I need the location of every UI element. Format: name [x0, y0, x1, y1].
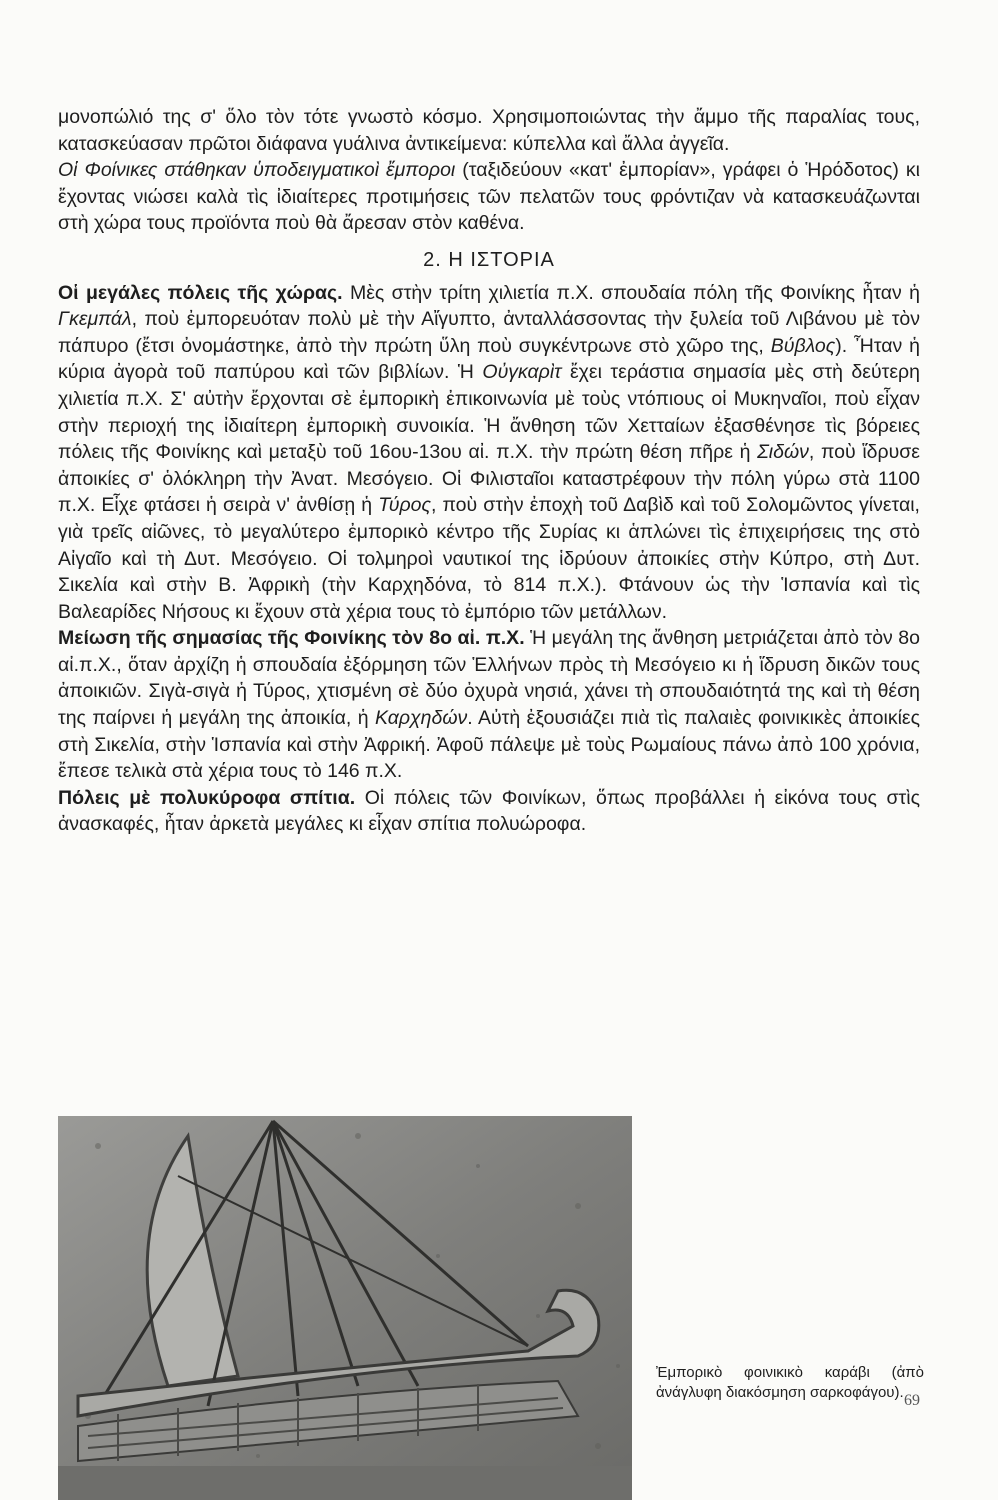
page-number: 69: [904, 1392, 920, 1409]
text-run: Μὲς στὴν τρίτη χιλιετία π.Χ. σπουδαία πόλη τῆς Φοινίκης ἦταν ἡ: [342, 281, 921, 304]
figure-caption: Ἐμπορικὸ φοινικικὸ καράβι (ἀπὸ ἀνάγλυφη διακόσμηση σαρκοφάγου).: [656, 1364, 924, 1401]
ship-relief-illustration: [58, 1116, 632, 1500]
italic-place-name: Τύρος: [378, 494, 431, 517]
italic-place-name: Βύβλος: [770, 334, 836, 357]
merchants-italic: Οἱ Φοίνικες στάθηκαν ὑποδειγματικοὶ ἔμποροι: [58, 159, 456, 182]
section-title: 2. Η ΙΣΤΟΡΙΑ: [423, 248, 555, 271]
intro-paragraph-1: μονοπώλιό της σ' ὅλο τὸν τότε γνωστὸ κόσμο. Χρησιμοποιώντας τὴν ἄμμο τῆς παραλίας τους, κατασκεύασαν πρῶτοι διάφανα γυάλινα ἀντικείμενα: κύπελλα καὶ ἄλλα ἀγγεῖα.: [58, 106, 920, 155]
intro-paragraph-2: [58, 157, 920, 237]
text-run: ἔχει τεράστια σημασία μὲς στὴ δεύτερη χιλιετία π.Χ. Σ' αὐτὴν ἔρχονται σὲ ἐμπορικὴ ἐπικοινωνία μὲ τοὺς ντόπιους οἱ Μυκηναῖοι, ποὺ εἶχαν στὴν περιοχή της ἰδιαίτερη ἐμπορικὴ συνοικία. Ἡ ἄνθηση τῶν Χετταίων ἐξασθένησε τὶς βόρειες πόλεις τῆς Φοινίκης καὶ μεταξὺ τοῦ 16ου-13ου αἰ. π.Χ. τὴν πρώτη θέση πῆρε ἡ: [58, 361, 920, 464]
paragraph-decline: [58, 625, 920, 785]
text-run: , ποὺ ἐμπορευόταν πολὺ μὲ τὴν Αἴγυπτο, ἀνταλλάσσοντας τὴν ξυλεία τοῦ Λιβάνου μὲ τὸν πάπυρο (ἔτσι ὀνομάστηκε, ἀπὸ τὴν πρώτη ὕλη ποὺ συγκέντρωνε στὸ χῶρο της,: [58, 308, 920, 357]
text-run: ). Ἦταν ἡ κύρια ἀγορὰ τοῦ παπύρου καὶ τῶν βιβλίων. Ἡ: [58, 334, 921, 384]
text-run: , ποὺ ἵδρυσε ἀποικίες σ' ὁλόκληρη τὴν Ἀνατ. Μεσόγειο. Οἱ Φιλισταῖοι καταστρέφουν τὴν πόλη γύρω στὰ 1100 π.Χ. Εἶχε φτάσει ἡ σειρὰ ν' ἀνθίσῃ ἡ: [58, 441, 920, 517]
paragraph-houses: [58, 785, 920, 838]
merchants-text: (ταξιδεύουν «κατ' ἐμπορίαν», γράφει ὁ Ἡρόδοτος) κι ἔχοντας νιώσει καλὰ τὶς ἰδιαίτερες προτιμήσεις τῶν πελατῶν τους φρόντιζαν νὰ κατασκευάζωνται στὴ χώρα τους προϊόντα ποὺ θὰ ἄρεσαν στὸν καθένα.: [58, 159, 920, 235]
italic-place-name: Καρχηδών: [374, 707, 468, 730]
ship-relief-photo: [58, 1116, 632, 1500]
paragraph-great-cities: [58, 280, 920, 626]
subheading-great-cities: Οἱ μεγάλες πόλεις τῆς χώρας.: [58, 281, 343, 304]
subheading-decline: Μείωση τῆς σημασίας τῆς Φοινίκης τὸν 8ο αἰ. π.Χ.: [58, 627, 525, 650]
body-text: [58, 104, 920, 838]
text-run: Ἡ μεγάλη της ἄνθηση μετριάζεται ἀπὸ τὸν 8ο αἰ.π.Χ., ὅταν ἀρχίζη ἡ σπουδαία ἐξόρμηση τῶν Ἑλλήνων πρὸς τὴ Μεσόγειο κι ἡ ἵδρυση δικῶν τους ἀποικιῶν. Σιγὰ-σιγὰ ἡ Τύρος, χτισμένη σὲ δύο ὀχυρὰ νησιά, χάνει τὴ σπουδαιότητά της καὶ τὴ θέση της παίρνει ἡ μεγάλη της ἀποικία, ἡ: [58, 627, 920, 730]
italic-place-name: Γκεμπάλ: [58, 308, 132, 331]
italic-place-name: Οὐγκαρὶτ: [482, 361, 562, 384]
italic-place-name: Σιδών: [757, 441, 809, 464]
text-run: Οἱ πόλεις τῶν Φοινίκων, ὅπως προβάλλει ἡ εἰκόνα τους στὶς ἀνασκαφές, ἦταν ἀρκετὰ μεγάλες κι εἶχαν σπίτια πολυώροφα.: [58, 786, 920, 836]
text-run: , ποὺ στὴν ἐποχὴ τοῦ Δαβὶδ καὶ τοῦ Σολομῶντος γίνεται, γιὰ τρεῖς αἰῶνες, τὸ μεγαλύτερο ἐμπορικὸ κέντρο τῆς Συρίας κι ἁπλώνει τὶς ἐπιχειρήσεις της στὸ Αἰγαῖο καὶ τὴ Δυτ. Μεσόγειο. Οἱ τολμηροὶ ναυτικοί της ἱδρύουν ἀποικίες στὴν Κύπρο, στὴ Δυτ. Σικελία καὶ στὴν Β. Ἀφρικὴ (τὴν Καρχηδόνα, τὸ 814 π.Χ.). Φτάνουν ὡς τὴν Ἱσπανία καὶ τὶς Βαλεαρίδες Νήσους κι ἔχουν στὰ χέρια τους τὸ ἐμπόριο τῶν μετάλλων.: [58, 494, 920, 623]
text-run: . Αὐτὴ ἐξουσιάζει πιὰ τὶς παλαιὲς φοινικικὲς ἀποικίες στὴ Σικελία, στὴν Ἱσπανία καὶ στὴν Ἀφρική. Ἀφοῦ πάλεψε μὲ τοὺς Ρωμαίους πάνω ἀπὸ 100 χρόνια, ἔπεσε τελικὰ στὰ χέρια τους τὸ 146 π.Χ.: [58, 707, 920, 783]
subheading-houses: Πόλεις μὲ πολυκύροφα σπίτια.: [58, 786, 356, 809]
